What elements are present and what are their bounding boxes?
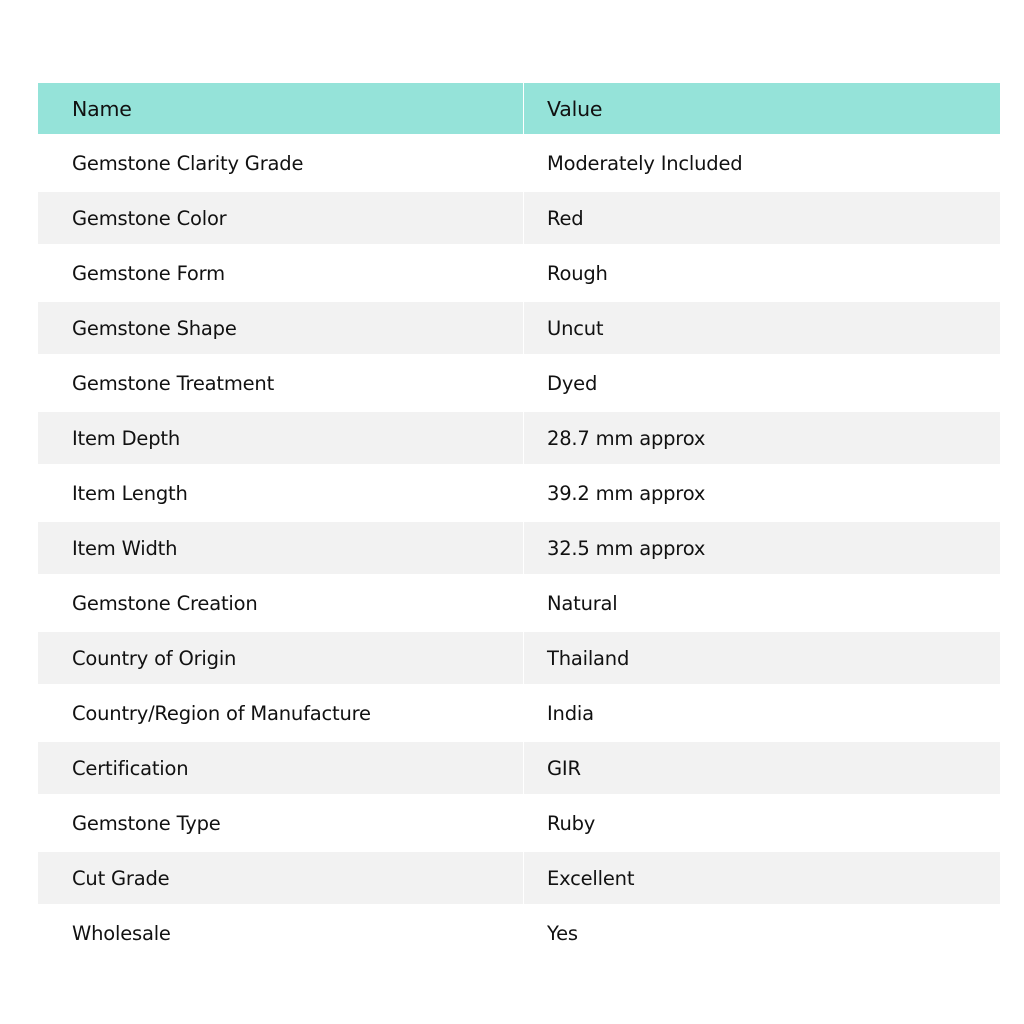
table-row bbox=[38, 632, 1000, 684]
row-name-cell: Country of Origin bbox=[72, 646, 237, 670]
row-value-cell: Uncut bbox=[523, 302, 1000, 354]
row-value-cell: Dyed bbox=[523, 354, 1000, 412]
table-row bbox=[38, 684, 1000, 742]
row-name-cell: Country/Region of Manufacture bbox=[72, 701, 371, 725]
row-name-cell: Wholesale bbox=[72, 921, 171, 945]
row-value-cell: Thailand bbox=[523, 632, 1000, 684]
row-name-cell: Gemstone Shape bbox=[72, 316, 237, 340]
table-row bbox=[38, 522, 1000, 574]
table-row bbox=[38, 574, 1000, 632]
row-value-cell: 39.2 mm approx bbox=[523, 464, 1000, 522]
table-row bbox=[38, 412, 1000, 464]
table-row bbox=[38, 464, 1000, 522]
row-value-cell: Yes bbox=[523, 904, 1000, 962]
row-value-cell: 28.7 mm approx bbox=[523, 412, 1000, 464]
table-header-row bbox=[38, 83, 1000, 134]
row-name-cell: Item Length bbox=[72, 481, 188, 505]
column-header-value: Value bbox=[523, 83, 1000, 134]
column-header-name: Name bbox=[72, 96, 132, 121]
table-row bbox=[38, 904, 1000, 962]
row-name-cell: Item Width bbox=[72, 536, 178, 560]
row-value-cell: Excellent bbox=[523, 852, 1000, 904]
table-body bbox=[38, 134, 1000, 962]
row-value-cell: Ruby bbox=[523, 794, 1000, 852]
table-row bbox=[38, 192, 1000, 244]
row-value-cell: GIR bbox=[523, 742, 1000, 794]
table-row bbox=[38, 244, 1000, 302]
row-name-cell: Gemstone Treatment bbox=[72, 371, 275, 395]
table-row bbox=[38, 134, 1000, 192]
row-value-cell: Rough bbox=[523, 244, 1000, 302]
row-name-cell: Item Depth bbox=[72, 426, 180, 450]
row-value-cell: 32.5 mm approx bbox=[523, 522, 1000, 574]
row-name-cell: Gemstone Clarity Grade bbox=[72, 151, 304, 175]
row-value-cell: Red bbox=[523, 192, 1000, 244]
specifications-table bbox=[38, 83, 1000, 962]
row-name-cell: Cut Grade bbox=[72, 866, 170, 890]
row-value-cell: Natural bbox=[523, 574, 1000, 632]
row-value-cell: India bbox=[523, 684, 1000, 742]
table-row bbox=[38, 852, 1000, 904]
row-name-cell: Gemstone Form bbox=[72, 261, 225, 285]
table-row bbox=[38, 794, 1000, 852]
table-row bbox=[38, 302, 1000, 354]
row-value-cell: Moderately Included bbox=[523, 134, 1000, 192]
table-row bbox=[38, 742, 1000, 794]
row-name-cell: Gemstone Creation bbox=[72, 591, 258, 615]
row-name-cell: Certification bbox=[72, 756, 189, 780]
row-name-cell: Gemstone Type bbox=[72, 811, 221, 835]
row-name-cell: Gemstone Color bbox=[72, 206, 227, 230]
table-row bbox=[38, 354, 1000, 412]
